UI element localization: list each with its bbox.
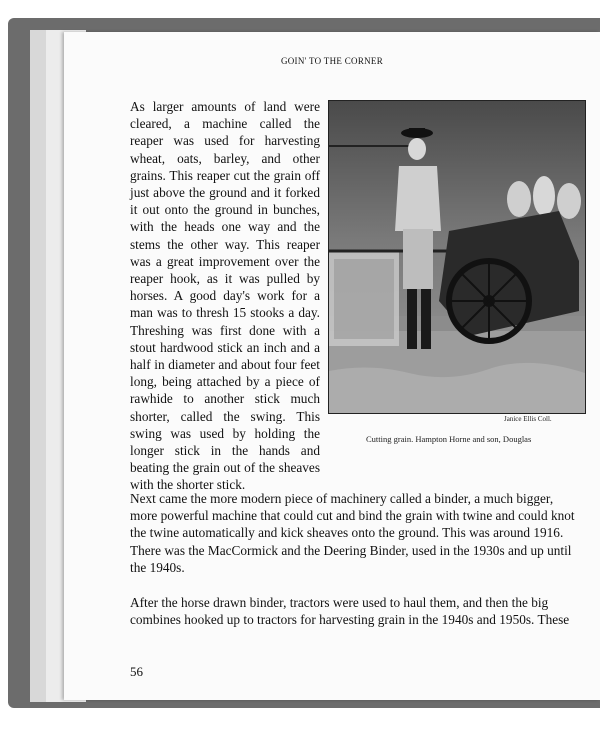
paragraph-combines: After the horse drawn binder, tractors were used to haul them, and then the big combines hooked up to tractors for harvesting grain in the 1940s and 1950s. These bbox=[130, 595, 570, 628]
photo-caption: Cutting grain. Hampton Horne and son, Douglas bbox=[366, 434, 532, 444]
running-head: GOIN' TO THE CORNER bbox=[280, 56, 384, 66]
historical-photo bbox=[328, 100, 586, 414]
paragraph-binder: Next came the more modern piece of machinery called a binder, a much bigger, more powerful machine that could cut and bind the grain with twine and could knot the twine automatically and kick sheaves onto the ground. This was around 1916. There was the MacCormick and the Deering Binder, used in the 1930s and up until the 1940s. bbox=[130, 491, 575, 575]
photo-credit: Janice Ellis Coll. bbox=[504, 415, 552, 423]
book-page bbox=[64, 32, 600, 700]
paragraph-text: As larger amounts of land were cleared, a machine called the reaper was used for harvesting wheat, oats, barley, and other grains. This reaper cut the grain off just above the ground and it forked it out onto the ground in bunches, with the heads one way and the stems the other way. This reaper was a great improvement over the reaper hook, as it was pulled by horses. A good day's work for a man was to thresh 15 stooks a day. Threshing was first done with a stout hardwood stick an inch and a half in diameter and about four feet long, being attached by a piece of rawhide to another stick much shorter, called the swing. This swing was used by holding the longer stick in the hands and beating the grain out of the sheaves with the shorter stick. bbox=[130, 99, 320, 493]
paragraph-reaper bbox=[130, 98, 320, 494]
photo-illustration bbox=[329, 101, 585, 413]
page-number: 56 bbox=[130, 664, 143, 679]
